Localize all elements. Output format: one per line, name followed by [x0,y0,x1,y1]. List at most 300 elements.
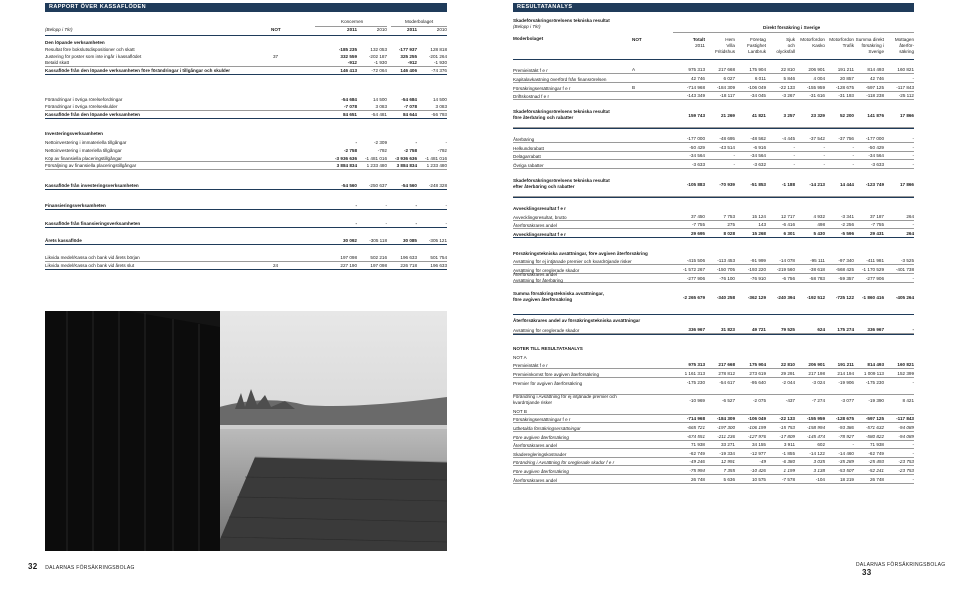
value-cell: 332 559 [340,54,357,59]
value-cell: 814 493 [867,362,884,367]
column-header: Motorfordon [829,37,854,42]
value-cell: -184 309 [716,416,735,421]
value-cell: -7 078 [403,104,417,109]
column-header: och [787,43,795,48]
value-cell: -23 753 [898,468,914,473]
right-footer [856,562,960,577]
value-cell: -2 256 [840,222,854,227]
value-cell: -219 560 [776,267,795,272]
row-divider [513,220,914,221]
value-cell: -104 [815,477,825,482]
amount-unit: (Belopp i Tkr) [45,27,73,32]
value-cell: 217 668 [718,362,735,367]
value-cell: -6 916 [752,145,766,150]
value-cell: 30 092 [342,238,357,243]
value-cell: 42 746 [869,76,884,81]
value-cell: 624 [817,327,825,332]
value-cell: -155 959 [806,416,825,421]
value-cell: -19 906 [838,380,854,385]
value-cell: 33 271 [720,442,735,447]
value-cell: -54 481 [371,112,387,117]
value-cell: -38 618 [809,267,825,272]
value-cell: - [912,162,914,167]
value-cell: -2 265 679 [683,295,705,300]
value-cell: 14 500 [372,97,387,102]
row-divider [513,440,914,441]
value-cell: -305 121 [428,238,447,243]
row-label: Helkundsrabatt [513,146,544,151]
value-cell: - [912,442,914,447]
value-cell: -25 493 [868,459,884,464]
value-cell: -35 289 [838,459,854,464]
value-cell: 214 194 [837,371,854,376]
value-cell: -912 [407,60,417,65]
value-cell: -1 481 016 [365,156,387,161]
value-cell: 975 313 [688,67,705,72]
value-cell: -1 860 416 [862,295,884,300]
value-cell: 8 028 [723,231,735,236]
value-cell: 37 187 [869,214,884,219]
value-cell: -2 758 [403,148,417,153]
value-cell: 6 301 [783,231,795,236]
value-cell: - [793,162,795,167]
value-cell: 217 198 [808,371,825,376]
value-cell: -95 111 [810,258,825,263]
value-cell: -19 334 [719,451,735,456]
row-label: Betald skatt [45,60,70,65]
value-cell: 325 255 [400,54,417,59]
value-cell: -123 749 [865,182,884,187]
value-cell: -792 [437,148,447,153]
row-divider [513,91,914,92]
value-cell: -6 416 [781,222,795,227]
value-cell: 7 753 [723,214,735,219]
row-label: NOT B [513,409,527,414]
value-cell: -23 753 [898,459,914,464]
value-cell: 975 313 [688,362,705,367]
row-label: Förändringar i övriga rörelseskulder [45,104,118,109]
value-cell: -17 809 [779,434,795,439]
value-cell: 15 124 [751,214,766,219]
row-label: Avsättning för ej intjänade premier och kvardröjande risker [513,259,632,264]
value-cell: -158 994 [806,425,825,430]
value-cell: - [355,140,357,145]
value-cell: 196 633 [400,255,417,260]
column-header: säkring [899,49,914,54]
value-cell: - [385,221,387,226]
value-cell: 175 904 [749,362,766,367]
value-cell: -202 187 [368,54,387,59]
value-cell: 29 695 [690,231,705,236]
value-cell: -78 927 [838,434,854,439]
value-cell: 1 009 113 [863,371,884,376]
value-cell: -118 238 [866,93,884,98]
value-cell: 264 [906,214,914,219]
column-header: Lantbruk [748,49,766,54]
row-label: Skadeförsäkringsrörelsens tekniska resultat efter återbäring och rabatter [513,178,610,189]
value-cell: - [852,153,854,158]
column-header: Totalt [692,37,705,42]
value-cell: 226 718 [400,263,417,268]
row-label: Investeringsverksamheten [45,131,103,136]
column-header: Hem [725,37,735,42]
row-label: Premieinkomst före avgiven återförsäkring [513,372,600,377]
value-cell: -127 976 [747,434,766,439]
value-cell: - [912,136,914,141]
column-header: försäkring i [861,43,884,48]
row-divider [513,73,914,74]
value-cell: 146 406 [400,68,417,73]
row-label: Premieintäkt f e r [513,363,548,368]
row-divider [45,189,447,190]
value-cell: -10 426 [750,468,766,473]
value-cell: -3 341 [840,214,854,219]
value-cell: -411 981 [866,258,884,263]
value-cell: -7 274 [811,398,825,403]
value-cell: 159 743 [688,113,705,118]
value-cell: 6 011 [754,76,766,81]
section-divider [513,334,914,335]
row-label: Återförsäkrares andel [513,478,557,483]
value-cell: 14 444 [839,182,854,187]
column-header: 2011 [695,43,705,48]
value-cell: -3 077 [840,398,854,403]
value-cell: - [793,145,795,150]
row-label: Förändring i Avsättning för ej intjänade premier och kvardröjande risker [513,394,617,405]
value-cell: - [355,221,357,226]
value-cell: - [912,276,914,281]
value-cell: 22 810 [780,362,795,367]
value-cell: -248 328 [428,183,447,188]
row-divider [513,457,914,458]
value-cell: - [733,153,735,158]
value-cell: -76 910 [750,276,766,281]
value-cell: - [415,140,417,145]
koncernen-header: Koncernen [341,19,364,24]
row-label: Förändring i Avsättning för oreglerade skador f e r [513,460,615,465]
row-divider [513,168,914,169]
value-cell: 23 329 [810,113,825,118]
value-cell: -97 340 [838,258,854,263]
column-header: Motorfordon [800,37,825,42]
value-cell: -74 376 [431,68,447,73]
value-cell: -1 170 529 [862,267,884,272]
value-cell: -415 506 [686,258,705,263]
row-label: Driftskostnad f e r [513,94,549,99]
value-cell: 264 [906,231,914,236]
value-cell: 22 810 [780,67,795,72]
value-cell: -22 133 [779,85,795,90]
row-label: Återförsäkrares andel Avsättning för återbäring [513,272,563,283]
column-header: Mottagen [894,37,914,42]
value-cell: 336 967 [867,327,884,332]
row-label: Resultat före bokslutsdispositioner och skatt [45,47,135,52]
value-cell: 71 938 [869,442,884,447]
value-cell: -117 843 [896,416,914,421]
value-cell: -1 188 [781,182,795,187]
value-cell: -76 100 [719,276,735,281]
value-cell: -128 675 [835,416,854,421]
value-cell: -177 000 [865,136,884,141]
value-cell: -54 560 [401,183,417,188]
row-label: Premieintäkt f e r [513,68,548,73]
value-cell: -2 758 [343,148,357,153]
value-cell: 3 884 834 [396,163,417,168]
value-cell: -62 749 [689,451,705,456]
row-label: Försäljning av finansiella placeringstillgångar [45,163,137,168]
row-label: Kapitalavkastning överförd från finansrörelsen [513,77,607,82]
value-cell: -1 572 267 [683,267,705,272]
value-cell: -155 959 [806,85,825,90]
value-cell: -10 969 [689,398,705,403]
value-cell: -184 309 [716,85,735,90]
value-cell: -2 309 [373,140,387,145]
value-cell: 1 199 [783,468,795,473]
value-cell: -50 429 [689,145,705,150]
value-cell: 18 219 [839,477,854,482]
value-cell: 3 884 834 [336,163,357,168]
value-cell: - [912,451,914,456]
value-cell: -362 129 [747,295,766,300]
note-ref: 24 [273,263,279,268]
row-divider [45,169,447,170]
value-cell: 6 027 [723,76,735,81]
value-cell: -22 133 [779,416,795,421]
value-cell: 146 413 [340,68,357,73]
value-cell: 160 821 [897,362,914,367]
value-cell: -72 064 [371,68,387,73]
value-cell: -571 632 [865,425,884,430]
value-cell: 128 818 [430,47,447,52]
value-cell: - [355,203,357,208]
section-divider [513,128,914,129]
value-cell: 52 200 [839,113,854,118]
value-cell: -1 930 [433,60,447,65]
value-cell: -3 024 [811,380,825,385]
value-cell: 29 431 [869,231,884,236]
value-cell: - [912,153,914,158]
value-cell: - [415,203,417,208]
value-cell: 12 717 [780,214,795,219]
value-cell: 132 053 [370,47,387,52]
row-label: NOTER TILL RESULTATANALYS [513,346,583,351]
row-label: Delägarrabatt [513,154,541,159]
row-label: Utbetalda försäkringsersättningar [513,426,581,431]
column-header: Fritidshus [715,49,735,54]
row-label: Försäkringstekniska avsättningar, före avgiven återförsäkring [513,251,648,256]
column-header: Företag [750,37,766,42]
row-label: Årets kassaflöde [45,238,82,243]
row-label: Avsättning för oreglerade skador [513,328,580,333]
left-footer [22,562,135,571]
column-header: Trafik [842,43,854,48]
value-cell: 49 721 [751,327,766,332]
value-cell: -70 939 [719,182,735,187]
value-cell: 498 [817,222,825,227]
row-label: Justering för poster som inte ingår i kassaflödet [45,54,142,59]
row-label: Återbäring [513,137,535,142]
value-cell: 1 233 480 [366,163,387,168]
row-divider [513,142,914,143]
value-cell: -49 246 [689,459,705,464]
value-cell: -54 560 [341,183,357,188]
value-cell: -175 230 [865,380,884,385]
value-cell: -14 213 [809,182,825,187]
value-cell: -14 078 [779,258,795,263]
row-label: Nettoinvestering i materiella tillgångar [45,148,122,153]
value-cell: 206 901 [808,362,825,367]
row-label: Avsättning för oreglerade skador [513,268,580,273]
value-cell: -714 968 [686,416,705,421]
row-divider [513,99,914,100]
value-cell: 175 904 [749,67,766,72]
value-cell: - [912,76,914,81]
section-divider [513,197,914,198]
value-cell: 8 421 [902,398,914,403]
value-cell: - [912,327,914,332]
value-cell: 336 967 [688,327,705,332]
value-cell: 217 668 [718,67,735,72]
value-cell: -94 089 [898,425,914,430]
value-cell: -277 906 [686,276,705,281]
row-label: Återförsäkrares andel [513,223,557,228]
year-header: 2010 [436,27,447,32]
analysis-unit: (Belopp i Tkr) [513,24,541,29]
row-divider [513,483,914,484]
value-cell: -792 [377,148,387,153]
value-cell: 3 083 [375,104,387,109]
row-divider [513,151,914,152]
value-cell: -12 977 [750,451,766,456]
value-cell: -14 460 [838,451,854,456]
value-cell: -197 300 [716,425,735,430]
value-cell: -3 936 636 [395,156,417,161]
value-cell: -95 640 [750,380,766,385]
value-cell: - [733,162,735,167]
value-cell: - [793,153,795,158]
value-cell: -59 357 [838,276,854,281]
value-cell: - [823,145,825,150]
row-label: Avvecklingsresultat, brutto [513,215,567,220]
column-header: Sjuk [786,37,795,42]
row-divider [513,448,914,449]
value-cell: -250 637 [368,183,387,188]
value-cell: -201 264 [428,54,447,59]
pier-lake-photo [45,297,447,551]
row-divider [513,228,914,229]
row-divider [45,74,447,75]
value-cell: -14 122 [809,451,825,456]
value-cell: 17 866 [899,113,914,118]
row-label: Kassaflöde från investeringsverksamheten [45,183,139,188]
value-cell: 84 644 [402,112,417,117]
value-cell: 5 430 [813,231,825,236]
value-cell: 3 257 [783,113,795,118]
value-cell: 4 004 [813,76,825,81]
value-cell: -54 617 [719,380,735,385]
note-ref: 37 [273,54,279,59]
value-cell: -34 564 [689,153,705,158]
value-cell: 3 035 [813,459,825,464]
value-cell: -31 616 [809,93,825,98]
value-cell: -597 125 [865,85,884,90]
value-cell: - [385,203,387,208]
column-header: Fastighet [747,43,766,48]
value-cell: 3 911 [783,442,795,447]
value-cell: -43 514 [719,145,735,150]
row-divider [513,159,914,160]
value-cell: 5 636 [723,477,735,482]
value-cell: -15 753 [779,425,795,430]
note-ref: B [632,85,636,90]
value-cell: -3 267 [781,93,795,98]
footer-company: DALARNAS FÖRSÄKRINGSBOLAG [856,562,946,568]
value-cell: - [445,203,447,208]
row-divider [45,209,447,210]
row-divider [513,474,914,475]
value-cell: 191 211 [837,67,854,72]
column-header: Kasko [812,43,825,48]
row-divider [513,414,914,415]
value-cell: 42 746 [690,76,705,81]
value-cell: 5 846 [783,76,795,81]
column-header: NOT [632,37,642,42]
value-cell: 3 138 [813,468,825,473]
row-label: Återförsäkrares andel [513,443,557,448]
value-cell: 10 575 [751,477,766,482]
value-cell: 275 [727,222,735,227]
analysis-banner: RESULTATANALYS [513,3,914,12]
column-header: olycksfall [776,49,795,54]
value-cell: 15 268 [751,231,766,236]
value-cell: -6 527 [721,398,735,403]
row-divider [45,110,447,111]
value-cell: -75 994 [689,468,705,473]
analysis-title: Skadeförsäkringsrörelsens tekniska resultat [513,18,610,23]
value-cell: 227 190 [340,263,357,268]
value-cell: 12 991 [720,459,735,464]
value-cell: -3 936 636 [335,156,357,161]
value-cell: -665 721 [686,425,705,430]
footer-company: DALARNAS FÖRSÄKRINGSBOLAG [45,565,135,571]
value-cell: -117 843 [896,85,914,90]
value-cell: 160 821 [897,67,914,72]
value-cell: - [823,153,825,158]
value-cell: -580 822 [865,434,884,439]
value-cell: -192 512 [806,295,825,300]
right-page [480,0,960,591]
value-cell: -7 755 [691,222,705,227]
row-label: Likvida medel/Kassa och bank vid årets början [45,255,140,260]
value-cell: 14 500 [432,97,447,102]
value-cell: 30 085 [402,238,417,243]
value-cell: -175 230 [686,380,705,385]
page-number: 33 [862,568,872,577]
value-cell: -106 049 [747,85,766,90]
value-cell: -49 [759,459,766,464]
value-cell: -145 474 [806,434,825,439]
value-cell: -725 122 [835,295,854,300]
row-label: NOT A [513,355,527,360]
value-cell: - [415,221,417,226]
row-label: Före avgiven återförsäkring [513,435,569,440]
value-cell: - [852,442,854,447]
row-divider [513,422,914,423]
value-cell: 143 [758,222,766,227]
row-divider [45,118,447,119]
value-cell: -7 755 [870,222,884,227]
value-cell: -143 349 [686,93,705,98]
